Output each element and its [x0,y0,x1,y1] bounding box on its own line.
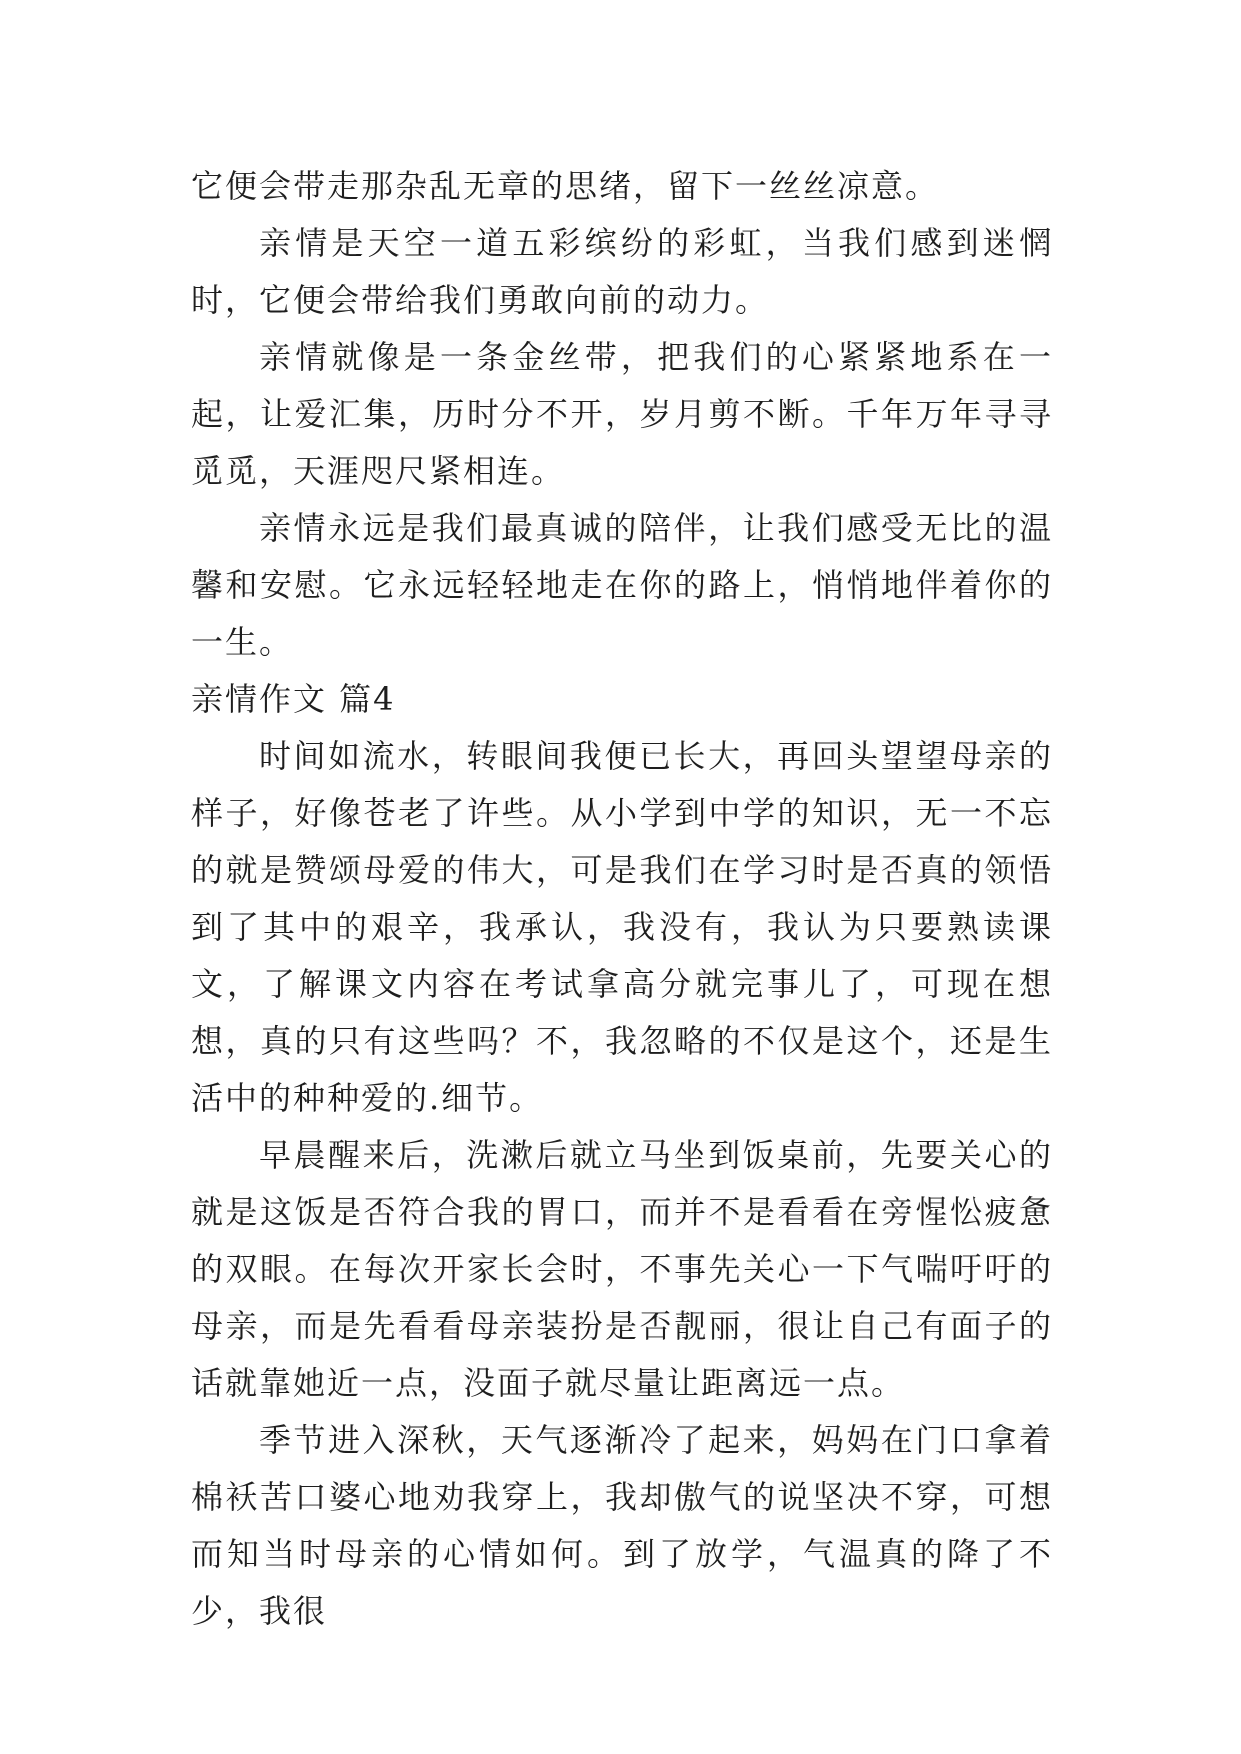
paragraph-1: 它便会带走那杂乱无章的思绪，留下一丝丝凉意。 [191,167,940,205]
paragraph-4: 亲情永远是我们最真诚的陪伴，让我们感受无比的温馨和安慰。它永远轻轻地走在你的路上，悄悄地伴着你的一生。 [191,509,1053,661]
paragraph-7: 季节进入深秋，天气逐渐冷了起来，妈妈在门口拿着棉袄苦口婆心地劝我穿上，我却傲气的说坚决不穿，可想而知当时母亲的心情如何。到了放学，气温真的降了不少，我很 [191,1421,1053,1630]
document-body [191,158,1053,1640]
section-heading: 亲情作文 篇4 [191,680,396,718]
paragraph-2: 亲情是天空一道五彩缤纷的彩虹，当我们感到迷惘时，它便会带给我们勇敢向前的动力。 [191,224,1053,319]
paragraph-3: 亲情就像是一条金丝带，把我们的心紧紧地系在一起，让爱汇集，历时分不开，岁月剪不断。千年万年寻寻觅觅，天涯咫尺紧相连。 [191,338,1053,490]
paragraph-6: 早晨醒来后，洗漱后就立马坐到饭桌前，先要关心的就是这饭是否符合我的胃口，而并不是看看在旁惺忪疲惫的双眼。在每次开家长会时，不事先关心一下气喘吁吁的母亲，而是先看看母亲装扮是否靓丽，很让自己有面子的话就靠她近一点，没面子就尽量让距离远一点。 [191,1136,1053,1402]
paragraph-5: 时间如流水，转眼间我便已长大，再回头望望母亲的样子，好像苍老了许些。从小学到中学的知识，无一不忘的就是赞颂母爱的伟大，可是我们在学习时是否真的领悟到了其中的艰辛，我承认，我没有，我认为只要熟读课文，了解课文内容在考试拿高分就完事儿了，可现在想想，真的只有这些吗？不，我忽略的不仅是这个，还是生活中的种种爱的.细节。 [191,737,1053,1117]
